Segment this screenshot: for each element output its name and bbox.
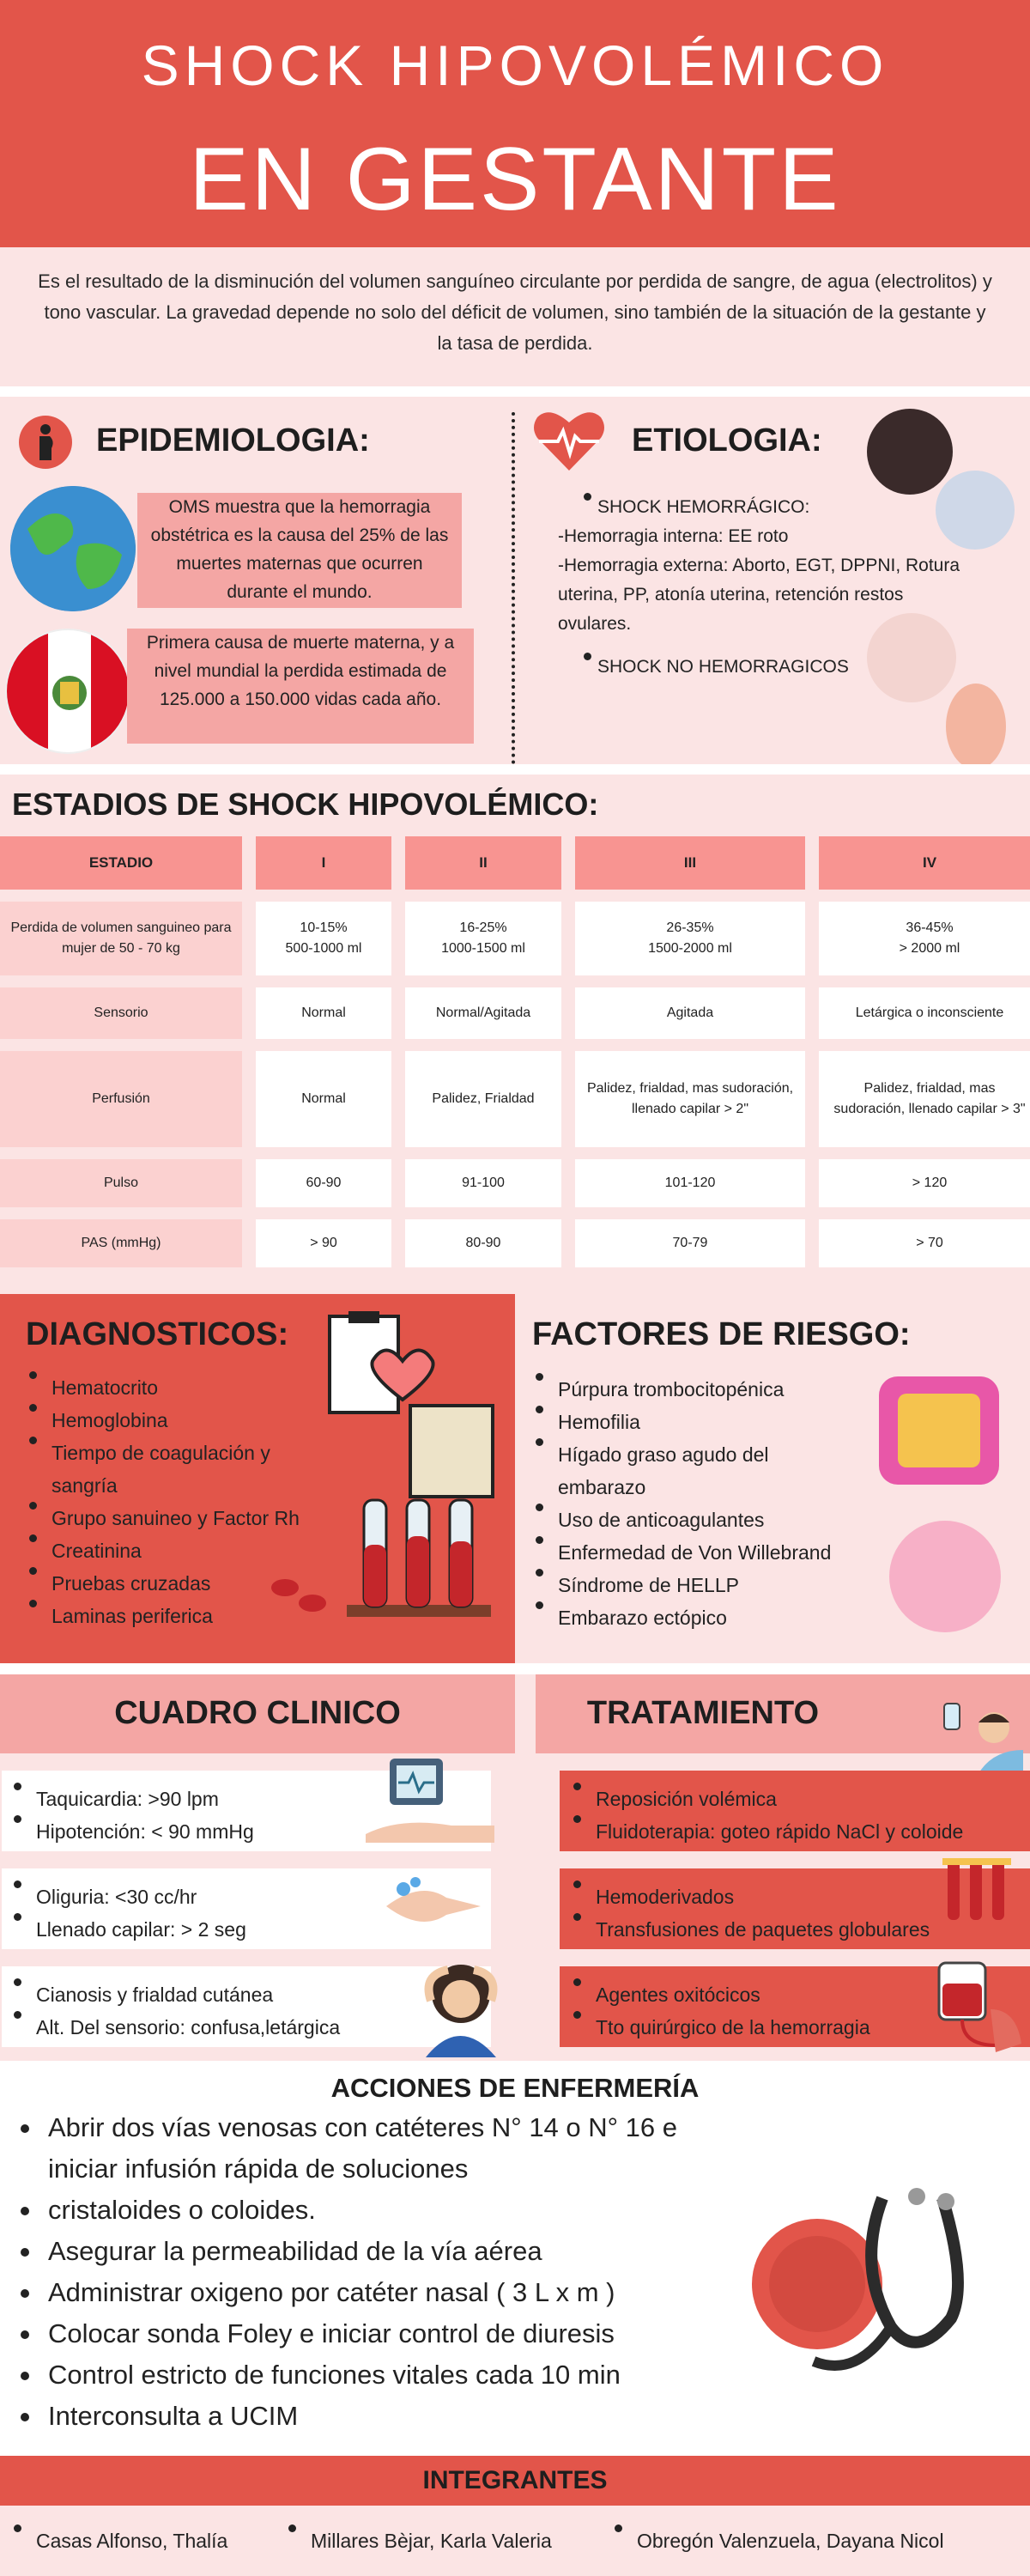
table-cell: > 90 [256,1219,391,1267]
list-item: Hipotención: < 90 mmHg [7,1815,491,1848]
table-header-cell: ESTADIO [0,836,242,890]
list-item: Síndrome de HELLP [529,1569,889,1601]
fetus-image [946,683,1006,769]
list-item: Enfermedad de Von Willebrand [529,1536,889,1569]
test-tubes-icon [347,1493,491,1622]
table-row [0,902,1030,975]
table-cell: Normal/Agitada [405,987,561,1039]
epidemiologia-box-2: Primera causa de muerte materna, y a nivel mundial la perdida estimada de 125.000 a 150.000 vidas cada año. [127,629,474,744]
table-cell: 60-90 [256,1159,391,1207]
list-item: Casas Alfonso, Thalía [7,2524,282,2557]
list-item: Hígado graso agudo del embarazo [529,1438,821,1504]
table-cell: 91-100 [405,1159,561,1207]
blood-tubes-icon [942,1855,1011,1923]
table-cell: PAS (mmHg) [0,1219,242,1267]
divider [0,1663,1030,1674]
list-item: Asegurar la permeabilidad de la vía aérea [12,2231,733,2272]
intro-text: Es el resultado de la disminución del volumen sanguíneo circulante por perdida de sangre, de agua (electrolitos) y tono vascular. La gravedad depende no solo del déficit de volumen, sino también de la situación de la gestante y la tasa de perdida. [38,270,992,354]
list-item: Embarazo ectópico [529,1601,889,1634]
list-item: Llenado capilar: > 2 seg [7,1913,491,1946]
confused-woman-icon [414,1958,508,2057]
epidemiologia-box-1: OMS muestra que la hemorragia obstétrica es la causa del 25% de las muertes maternas que ocurren durante el mundo. [137,493,462,608]
table-cell: Perdida de volumen sanguineo para mujer de 50 - 70 kg [0,902,242,975]
list-item: Control estricto de funciones vitales cada 10 min [12,2354,733,2396]
list-item: Colocar sonda Foley e iniciar control de diuresis [12,2313,733,2354]
dotted-divider [512,412,515,771]
epidemiologia-title: EPIDEMIOLOGIA: [96,422,370,459]
table-row [0,1051,1030,1147]
etiologia-line-1: -Hemorragia interna: EE roto [558,526,789,546]
list-item: Millares Bèjar, Karla Valeria [282,2524,608,2557]
table-header-cell: II [405,836,561,890]
list-item: Fluidoterapia: goteo rápido NaCl y coloide [566,1815,1030,1848]
tratamiento-title: TRATAMIENTO [586,1695,820,1731]
table-header-cell: IV [819,836,1030,890]
list-item: Hemoderivados [566,1880,1030,1913]
factores-list [529,1373,889,1634]
table-cell: Normal [256,987,391,1039]
list-item: Obregón Valenzuela, Dayana Nicol [608,2524,1003,2557]
table-cell: Palidez, frialdad, mas sudoración, llenado capilar > 3" [819,1051,1030,1147]
title-line-1: SHOCK HIPOVOLÉMICO [141,33,889,97]
tratamiento-box-1 [560,1771,1030,1851]
table-cell: 70-79 [575,1219,805,1267]
table-cell: Letárgica o inconsciente [819,987,1030,1039]
table-row [0,987,1030,1039]
list-item: Hematocrito [22,1371,366,1404]
factores-title: FACTORES DE RIESGO: [532,1316,911,1352]
acciones-section [0,2061,1030,2456]
table-cell: 16-25% 1000-1500 ml [405,902,561,975]
stethoscope-icon [745,2181,977,2387]
integrantes-list [7,2524,1028,2557]
monitor-icon [366,1757,494,1851]
list-item: Administrar oxigeno por catéter nasal ( 3 L x m ) [12,2272,733,2313]
table-header-cell: III [575,836,805,890]
peru-flag-icon [5,629,130,754]
diagnosticos-section [0,1294,515,1663]
etiologia-title: ETIOLOGIA: [632,422,822,459]
list-item: Creatinina [22,1534,366,1567]
blood-cells-icon [266,1571,335,1622]
list-item: Taquicardia: >90 lpm [7,1783,491,1815]
table-cell: > 70 [819,1219,1030,1267]
table-cell: Sensorio [0,987,242,1039]
table-header-row [0,836,1030,890]
list-item: Agentes oxitócicos [566,1978,1030,2011]
pregnant-belly-icon [889,1521,1001,1632]
globe-icon [10,486,136,611]
table-cell: Pulso [0,1159,242,1207]
divider [0,764,1030,775]
pregnant-woman-icon [19,416,72,469]
list-item: Alt. Del sensorio: confusa,letárgica [7,2011,491,2044]
blood-bag-icon [930,1958,1025,2054]
table-row [0,1219,1030,1267]
table-cell: Palidez, frialdad, mas sudoración, llenado capilar > 2" [575,1051,805,1147]
table-row [0,1159,1030,1207]
acciones-list [12,2107,733,2437]
list-item: Cianosis y frialdad cutánea [7,1978,491,2011]
list-item: Interconsulta a UCIM [12,2396,733,2437]
table-cell: 10-15% 500-1000 ml [256,902,391,975]
estadios-title: ESTADIOS DE SHOCK HIPOVOLÉMICO: [12,787,599,822]
etiologia-line-2: -Hemorragia externa: Aborto, EGT, DPPNI, Rotura uterina, PP, atonía uterina, retención restos ovulares. [558,556,960,634]
table-cell: Palidez, Frialdad [405,1051,561,1147]
etiologia-item-1: SHOCK HEMORRÁGICO: [577,493,1004,522]
diagnosticos-title: DIAGNOSTICOS: [26,1316,289,1352]
table-cell: > 120 [819,1159,1030,1207]
integrantes-section [0,2506,1030,2576]
table-cell: Normal [256,1051,391,1147]
list-item: Púrpura trombocitopénica [529,1373,889,1406]
table-cell: 36-45% > 2000 ml [819,902,1030,975]
title-line-2: EN GESTANTE [189,130,841,229]
integrantes-title: INTEGRANTES [0,2456,1030,2506]
list-item: Grupo sanuineo y Factor Rh [22,1502,366,1534]
estadios-table [0,824,1030,1279]
header [0,0,1030,247]
list-item: Oliguria: <30 cc/hr [7,1880,491,1913]
heartbeat-icon [530,407,608,476]
factores-section [515,1294,1030,1663]
list-item: Uso de anticoagulantes [529,1504,889,1536]
washing-hands-icon [378,1872,489,1941]
tratamiento-section [515,1674,1030,2061]
table-header-cell: I [256,836,391,890]
list-item: Transfusiones de paquetes globulares [566,1913,1030,1946]
uterus-image [867,613,956,702]
table-cell: 26-35% 1500-2000 ml [575,902,805,975]
cuadro-clinico-section [0,1674,515,2061]
list-item: Reposición volémica [566,1783,1030,1815]
cuadro-title: CUADRO CLINICO [114,1695,401,1731]
list-item: cristaloides o coloides. [12,2190,733,2231]
ultrasound-image [867,409,953,495]
ultrasound-icon [879,1376,999,1485]
list-item: Tiempo de coagulación y sangría [22,1437,314,1502]
table-cell: 101-120 [575,1159,805,1207]
table-cell: Agitada [575,987,805,1039]
list-item: Tto quirúrgico de la hemorragia [566,2011,1030,2044]
list-item: Hemofilia [529,1406,889,1438]
etiologia-item-2: SHOCK NO HEMORRAGICOS [577,653,1004,682]
blood-report-icon [409,1404,494,1498]
divider [0,386,1030,397]
list-item: Hemoglobina [22,1404,366,1437]
list-item: Abrir dos vías venosas con catéteres N° 14 o N° 16 e iniciar infusión rápida de soluciones [12,2107,733,2190]
list-item: Laminas periferica [22,1600,366,1632]
table-cell: 80-90 [405,1219,561,1267]
acciones-title: ACCIONES DE ENFERMERÍA [330,2073,700,2103]
list-item: Pruebas cruzadas [22,1567,366,1600]
table-cell: Perfusión [0,1051,242,1147]
